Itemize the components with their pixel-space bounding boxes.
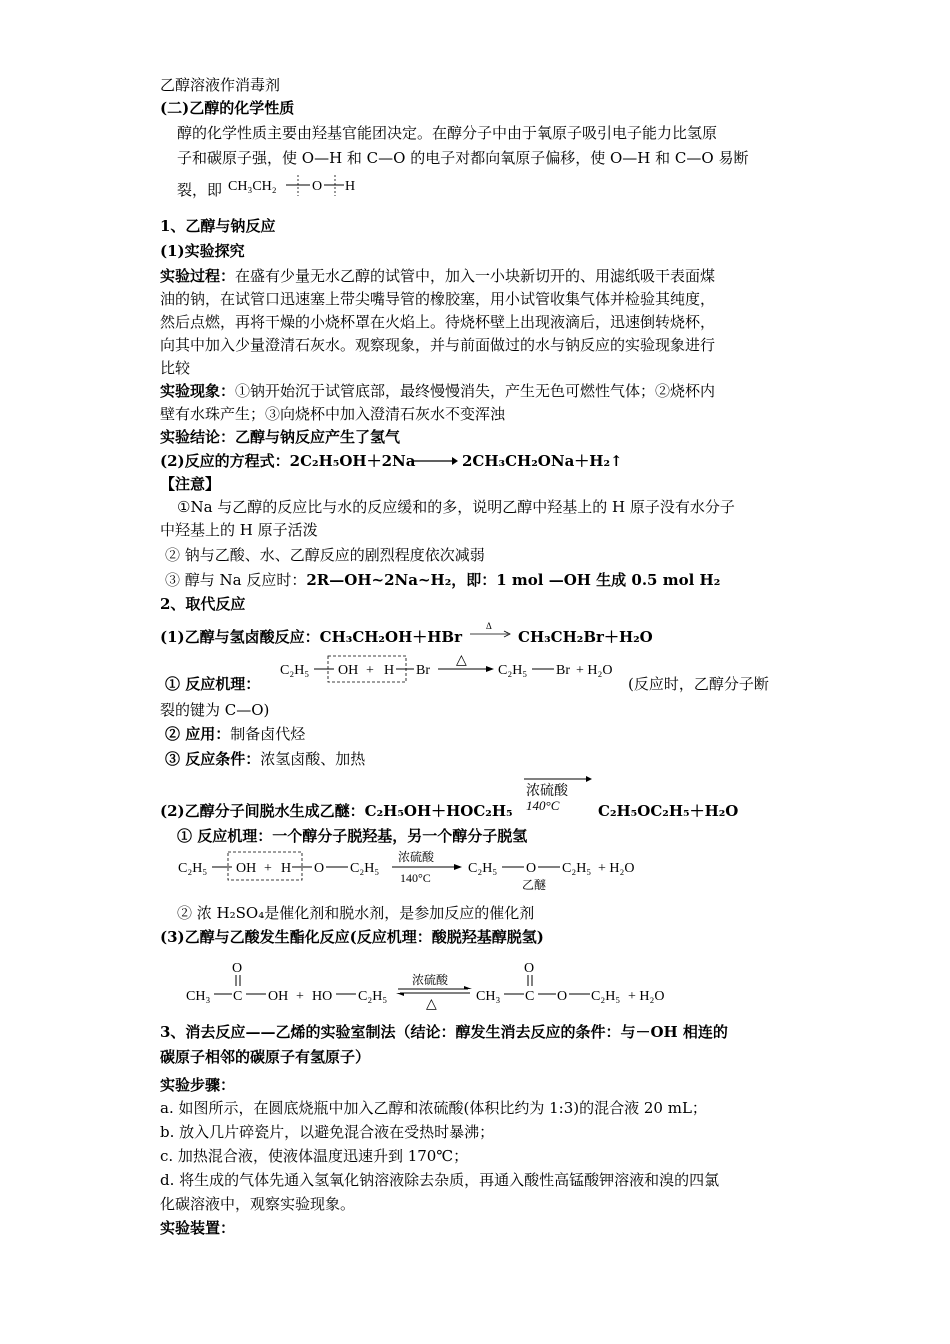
reaction-arrow-conditions	[522, 776, 594, 816]
paragraph-line: 裂，即	[177, 181, 223, 199]
step-item: a. 如图所示，在圆底烧瓶中加入乙醇和浓硫酸(体积比约为 1:3)的混合液 20 mL；	[160, 1099, 707, 1117]
paragraph-line: 醇的化学性质主要由羟基官能团决定。在醇分子中由于氧原子吸引电子能力比氢原	[177, 124, 718, 142]
mech-c: C	[233, 989, 243, 1004]
mech-product-c: C	[525, 989, 535, 1004]
paragraph-line	[160, 266, 715, 286]
reaction-arrow-delta	[470, 620, 514, 642]
ester-mechanism-diagram	[186, 954, 686, 1010]
condition-delta: Δ	[486, 621, 492, 631]
note-line: ② 浓 H₂SO₄是催化剂和脱水剂，是参加反应的催化剂	[177, 904, 535, 922]
note-line: ①Na 与乙醇的反应比与水的反应缓和的多，说明乙醇中羟基上的 H 原子没有水分子	[177, 498, 735, 516]
mech-condition-top: 浓硫酸	[398, 850, 435, 864]
mech-product-o: O	[557, 989, 568, 1004]
text: ①钠开始沉于试管底部，最终慢慢消失，产生无色可燃性气体；②烧杯内	[235, 382, 716, 400]
mech-o: O	[314, 861, 325, 876]
conclusion-line: 实验结论：乙醇与钠反应产生了氢气	[160, 428, 401, 446]
mech-plus: +	[296, 989, 304, 1004]
note-line	[165, 570, 720, 590]
label-bold: 实验过程：	[160, 267, 236, 285]
equation-lhs: CH₃CH₂OH＋HBr	[319, 628, 462, 646]
label-bold: 实验现象：	[160, 382, 236, 400]
equation-rhs: C₂H₅OC₂H₅＋H₂O	[598, 802, 739, 820]
equation-lhs: C₂H₅OH＋HOC₂H₅	[364, 802, 513, 820]
step-item: c. 加热混合液，使液体温度迅速升到 170℃；	[160, 1147, 469, 1165]
mech-product-water: + H₂O	[576, 663, 613, 678]
equation-label: (2)反应的方程式：	[160, 452, 290, 470]
text: (反应时，乙醇分子断	[628, 675, 769, 693]
mech-ch3: CH₃	[186, 989, 211, 1004]
mech-br: Br	[416, 663, 430, 678]
text-line: 乙醇溶液作消毒剂	[160, 76, 281, 94]
paragraph-line: 向其中加入少量澄清石灰水。观察现象，并与前面做过的水与钠反应的实验现象进行	[160, 336, 716, 354]
mech-condition-bottom: 140°C	[400, 871, 431, 885]
text: 浓氢卤酸、加热	[260, 750, 366, 768]
mech-ho: HO	[312, 989, 333, 1004]
mech-product-c2h5: C₂H₅	[591, 989, 621, 1004]
equation-lhs: 2C₂H₅OH＋2Na	[289, 452, 416, 470]
mech-product-c2h5: C₂H₅	[498, 663, 528, 678]
paragraph-line: 然后点燃，再将干燥的小烧杯罩在火焰上。待烧杯壁上出现液滴后，迅速倒转烧杯，	[160, 313, 716, 331]
mech-plus: +	[366, 663, 374, 678]
mech-product-ch3: CH₃	[476, 989, 501, 1004]
equation-rhs: CH₃CH₂Br＋H₂O	[518, 628, 653, 646]
hbr-mechanism-diagram	[280, 650, 640, 686]
equation-rhs: 2CH₃CH₂ONa＋H₂↑	[462, 452, 623, 470]
ratio-formula: 2R—OH~2Na~H₂，即：1 mol —OH 生成 0.5 mol H₂	[306, 571, 721, 589]
mech-c2h5: C₂H₅	[358, 989, 388, 1004]
step-item: b. 放入几片碎瓷片，以避免混合液在受热时暴沸；	[160, 1123, 495, 1141]
equation-line	[160, 627, 462, 647]
mech-oh: OH	[236, 861, 257, 876]
paragraph-line: 子和碳原子强，使 O—H 和 C—O 的电子对都向氧原子偏移，使 O—H 和 C—O 易断	[177, 149, 749, 167]
ether-mechanism-diagram	[178, 846, 658, 892]
equation-label: (2)乙醇分子间脱水生成乙醚：	[160, 802, 365, 820]
mech-c2h5: C₂H₅	[178, 861, 208, 876]
text-line: 裂的键为 C—O)	[160, 701, 270, 719]
condition-bottom: 140°C	[526, 798, 560, 813]
mechanism-line	[177, 826, 527, 846]
mech-product-br: Br	[556, 663, 570, 678]
mech-product-water: + H₂O	[628, 989, 665, 1004]
formula-o: O	[312, 179, 323, 194]
formula-ch3ch2: CH₃CH₂	[228, 179, 277, 194]
paragraph-line	[160, 381, 715, 401]
reaction-arrow	[412, 455, 458, 467]
paragraph-line: 壁有水珠产生；③向烧杯中加入澄清石灰水不变浑浊	[160, 405, 506, 423]
mech-h: H	[281, 861, 292, 876]
mechanism-label	[165, 674, 260, 694]
section-heading: 2、取代反应	[160, 595, 246, 613]
mech-carbonyl-o: O	[232, 961, 243, 976]
mech-oh: OH	[338, 663, 359, 678]
mech-condition-bottom: △	[426, 997, 437, 1012]
equation-label: (1)乙醇与氢卤酸反应：	[160, 628, 320, 646]
mech-oh: OH	[268, 989, 289, 1004]
section-heading-cont: 碳原子相邻的碳原子有氢原子）	[160, 1048, 371, 1066]
mech-c2h5-b: C₂H₅	[350, 861, 380, 876]
mech-product-c2h5-b: C₂H₅	[562, 861, 592, 876]
label-bold: ③ 反应条件：	[165, 750, 261, 768]
text: ③ 醇与 Na 反应时：	[165, 571, 307, 589]
formula-h: H	[345, 179, 356, 194]
list-item	[165, 724, 305, 744]
steps-heading: 实验步骤：	[160, 1076, 236, 1094]
label-bold: ② 应用：	[165, 725, 231, 743]
paragraph-line: 油的钠，在试管口迅速塞上带尖嘴导管的橡胶塞，用小试管收集气体并检验其纯度，	[160, 290, 716, 308]
condition-top: 浓硫酸	[526, 784, 568, 799]
mech-product-c2h5: C₂H₅	[468, 861, 498, 876]
ethanol-bond-break-formula	[228, 172, 368, 202]
product-name-ether: 乙醚	[522, 878, 547, 892]
step-item: d. 将生成的气体先通入氢氧化钠溶液除去杂质，再通入酸性高锰酸钾溶液和溴的四氯	[160, 1171, 720, 1189]
mech-c2h5: C₂H₅	[280, 663, 310, 678]
paragraph-line: 比较	[160, 359, 191, 377]
subsection-heading: (1)实验探究	[160, 242, 245, 260]
mech-condition-top: 浓硫酸	[412, 973, 449, 987]
text: 在盛有少量无水乙醇的试管中，加入一小块新切开的、用滤纸吸干表面煤	[235, 267, 716, 285]
section-heading: 3、消去反应——乙烯的实验室制法（结论：醇发生消去反应的条件：与－OH 相连的	[160, 1023, 728, 1041]
mech-product-o: O	[526, 861, 537, 876]
mech-product-carbonyl-o: O	[524, 961, 535, 976]
label-bold: ① 反应机理：一个醇分子脱羟基，另一个醇分子脱氢	[177, 827, 528, 845]
label-bold: ① 反应机理：	[165, 675, 261, 693]
mech-plus: +	[264, 861, 272, 876]
list-item	[165, 749, 365, 769]
note-line: 中羟基上的 H 原子活泼	[160, 521, 318, 539]
mech-product-water: + H₂O	[598, 861, 635, 876]
mech-condition: △	[456, 653, 467, 668]
apparatus-heading: 实验装置：	[160, 1219, 236, 1237]
equation-line	[160, 451, 415, 471]
mech-h: H	[384, 663, 395, 678]
equation-line	[160, 801, 513, 821]
note-line: ② 钠与乙酸、水、乙醇反应的剧烈程度依次减弱	[165, 546, 485, 564]
subsection-heading: (3)乙醇与乙酸发生酯化反应(反应机理：酸脱羟基醇脱氢)	[160, 928, 544, 946]
text: 制备卤代烃	[230, 725, 306, 743]
section-heading: (二)乙醇的化学性质	[160, 99, 295, 117]
section-heading: 1、乙醇与钠反应	[160, 217, 276, 235]
note-heading: 【注意】	[160, 475, 221, 493]
step-item: 化碳溶液中，观察实验现象。	[160, 1195, 356, 1213]
